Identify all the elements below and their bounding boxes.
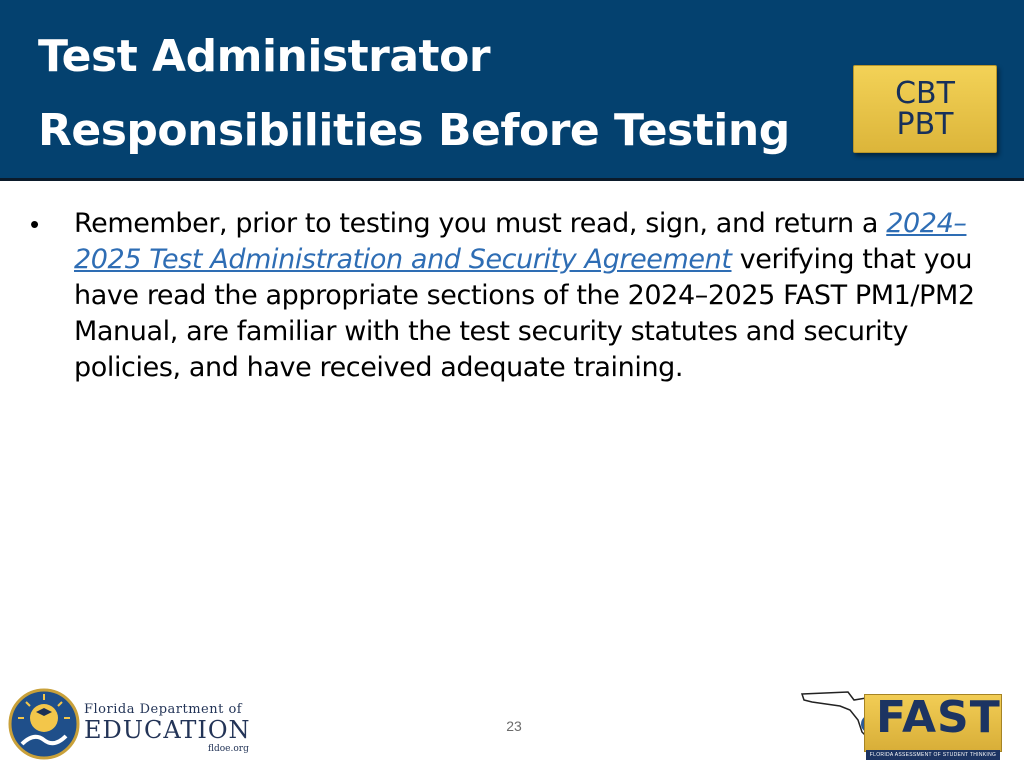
fldoe-name-main: EDUCATION [84,716,251,744]
fldoe-seal-icon [8,688,80,760]
fldoe-name-top: Florida Department of [84,702,243,717]
security-agreement-link[interactable]: 2024–2025 Test Administration and Security Agreement [74,208,967,275]
fast-subtitle: FLORIDA ASSESSMENT OF STUDENT THINKING [866,750,1000,760]
header-divider [0,178,1024,181]
slide-title [38,20,838,168]
bullet-icon: • [30,209,40,239]
slide-header [0,0,1024,178]
bullet-text-before: Remember, prior to testing you must read, sign, and return a [74,208,887,239]
slide-body [30,206,1005,386]
cbt-pbt-badge [853,65,997,153]
bullet-item [30,206,1005,386]
fldoe-url: fldoe.org [208,744,249,754]
bullet-text-after: verifying that you have read the appropriate sections of the 2024–2025 FAST PM1/PM2 Manual, are familiar with the test security statutes and security policies, and have received adequate training. [74,244,975,383]
fldoe-logo [8,688,268,764]
badge-pbt-label: PBT [896,107,954,142]
bullet-text [74,206,994,386]
slide-title-line-1: Test Administrator [38,31,491,82]
slide-title-line-2: Responsibilities Before Testing [38,105,790,156]
page-number: 23 [506,718,522,734]
fast-wordmark: FAST [876,692,1001,743]
fast-logo [800,688,1004,760]
badge-cbt-label: CBT [895,76,955,111]
